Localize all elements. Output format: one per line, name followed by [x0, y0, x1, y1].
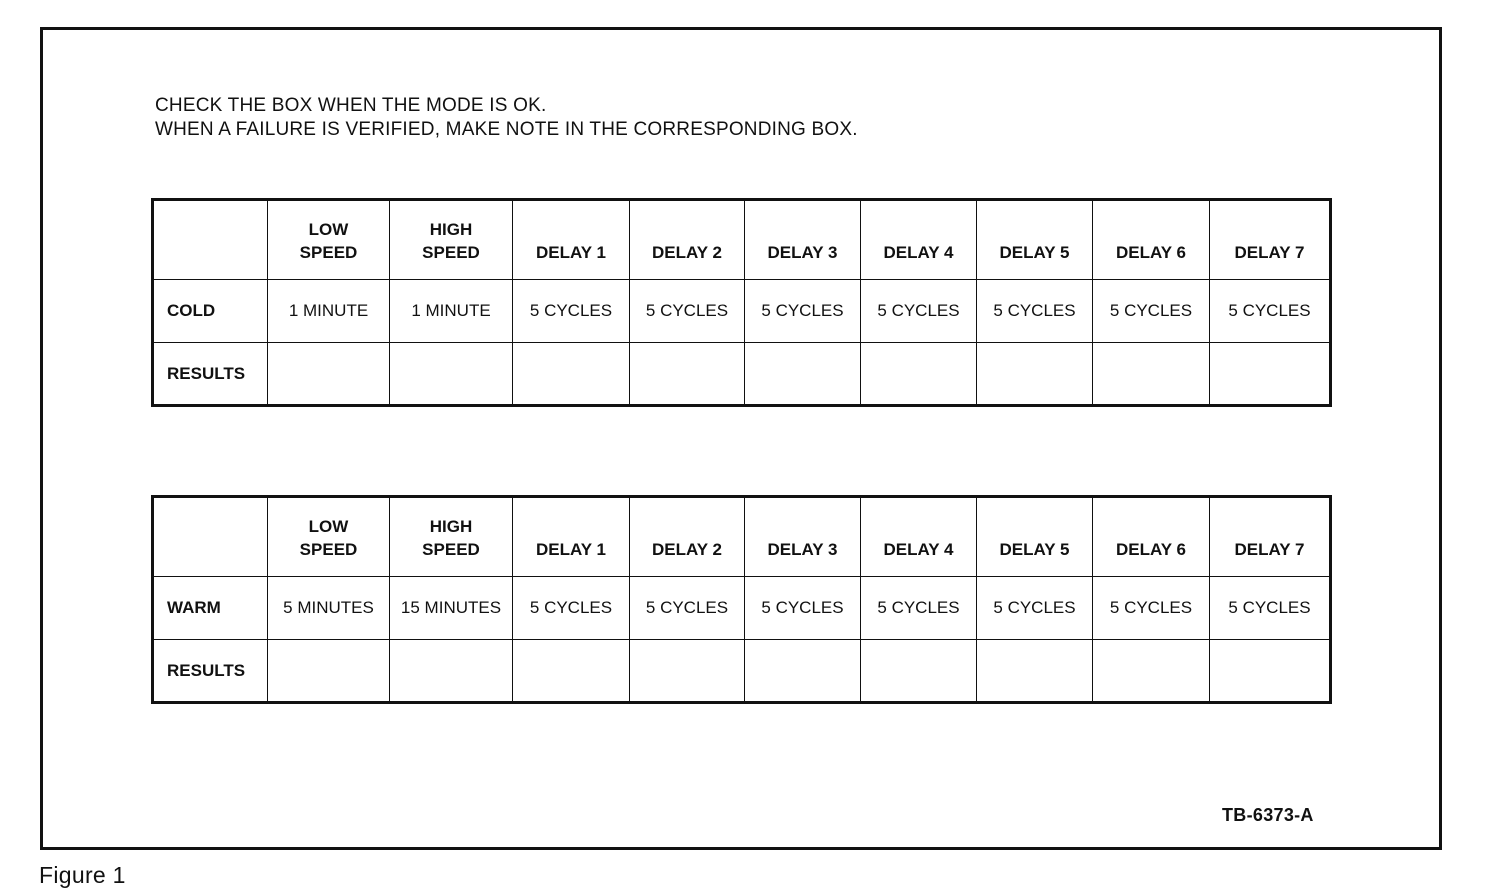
header-cell — [390, 200, 513, 280]
header-cell — [1210, 497, 1331, 577]
cold-test-table — [151, 198, 1332, 407]
result-checkbox-cell[interactable] — [861, 640, 977, 703]
header-line-1: HIGH — [429, 517, 473, 536]
header-cell — [268, 200, 390, 280]
header-line-2: SPEED — [422, 540, 480, 559]
header-cell — [977, 497, 1093, 577]
header-cell — [630, 497, 745, 577]
header-line-2: DELAY 3 — [767, 243, 838, 262]
header-line-1: LOW — [308, 220, 349, 239]
row-label-results: RESULTS — [153, 343, 268, 406]
warm-test-table — [151, 495, 1332, 704]
corner-cell — [153, 200, 268, 280]
duration-cell: 5 CYCLES — [745, 577, 861, 640]
duration-cell: 5 CYCLES — [861, 577, 977, 640]
duration-cell: 5 MINUTES — [268, 577, 390, 640]
header-line-2: SPEED — [422, 243, 480, 262]
result-checkbox-cell[interactable] — [630, 640, 745, 703]
header-line-2: SPEED — [299, 243, 358, 262]
instructions — [155, 94, 858, 142]
header-line-2: DELAY 7 — [1234, 243, 1305, 262]
header-cell — [861, 200, 977, 280]
result-checkbox-cell[interactable] — [513, 343, 630, 406]
duration-cell: 5 CYCLES — [1210, 577, 1331, 640]
header-line-2: DELAY 4 — [883, 540, 954, 559]
row-label-cold: COLD — [153, 280, 268, 343]
result-checkbox-cell[interactable] — [390, 640, 513, 703]
header-line-1: LOW — [308, 517, 349, 536]
header-cell — [1093, 497, 1210, 577]
result-checkbox-cell[interactable] — [268, 343, 390, 406]
duration-cell: 5 CYCLES — [977, 577, 1093, 640]
header-line-2: DELAY 5 — [999, 243, 1070, 262]
duration-cell: 5 CYCLES — [630, 577, 745, 640]
header-cell — [513, 200, 630, 280]
result-checkbox-cell[interactable] — [1093, 640, 1210, 703]
result-checkbox-cell[interactable] — [977, 343, 1093, 406]
header-line-2: DELAY 4 — [883, 243, 954, 262]
figure-caption: Figure 1 — [39, 862, 126, 888]
row-label-warm: WARM — [153, 577, 268, 640]
header-line-2: DELAY 2 — [652, 540, 722, 559]
header-line-2: DELAY 6 — [1116, 243, 1186, 262]
result-checkbox-cell[interactable] — [861, 343, 977, 406]
result-checkbox-cell[interactable] — [1210, 640, 1331, 703]
duration-cell: 5 CYCLES — [861, 280, 977, 343]
figure-frame — [40, 27, 1442, 850]
duration-cell: 5 CYCLES — [1093, 577, 1210, 640]
row-label-results: RESULTS — [153, 640, 268, 703]
result-checkbox-cell[interactable] — [390, 343, 513, 406]
header-cell — [745, 200, 861, 280]
header-cell — [513, 497, 630, 577]
duration-cell: 5 CYCLES — [977, 280, 1093, 343]
header-cell — [390, 497, 513, 577]
header-line-2: DELAY 1 — [536, 540, 606, 559]
corner-cell — [153, 497, 268, 577]
header-cell — [745, 497, 861, 577]
cold-results-row — [153, 343, 1331, 406]
header-cell — [630, 200, 745, 280]
result-checkbox-cell[interactable] — [745, 640, 861, 703]
result-checkbox-cell[interactable] — [745, 343, 861, 406]
duration-cell: 5 CYCLES — [1093, 280, 1210, 343]
header-line-2: DELAY 3 — [767, 540, 838, 559]
header-cell — [1210, 200, 1331, 280]
header-cell — [861, 497, 977, 577]
instruction-line-1: CHECK THE BOX WHEN THE MODE IS OK. — [155, 95, 547, 116]
header-cell — [268, 497, 390, 577]
header-line-2: DELAY 7 — [1234, 540, 1305, 559]
duration-cell: 5 CYCLES — [1210, 280, 1331, 343]
result-checkbox-cell[interactable] — [1093, 343, 1210, 406]
duration-cell: 1 MINUTE — [268, 280, 390, 343]
instruction-line-2: WHEN A FAILURE IS VERIFIED, MAKE NOTE IN THE CORRESPONDING BOX. — [155, 119, 858, 140]
duration-cell: 5 CYCLES — [630, 280, 745, 343]
header-cell — [977, 200, 1093, 280]
duration-cell: 5 CYCLES — [513, 280, 630, 343]
warm-condition-row — [153, 577, 1331, 640]
header-line-1: HIGH — [429, 220, 473, 239]
header-row — [153, 200, 1331, 280]
cold-condition-row — [153, 280, 1331, 343]
header-line-2: DELAY 5 — [999, 540, 1070, 559]
duration-cell: 15 MINUTES — [390, 577, 513, 640]
result-checkbox-cell[interactable] — [977, 640, 1093, 703]
result-checkbox-cell[interactable] — [268, 640, 390, 703]
warm-results-row — [153, 640, 1331, 703]
duration-cell: 5 CYCLES — [513, 577, 630, 640]
result-checkbox-cell[interactable] — [1210, 343, 1331, 406]
result-checkbox-cell[interactable] — [513, 640, 630, 703]
header-line-2: DELAY 1 — [536, 243, 606, 262]
reference-code: TB-6373-A — [1222, 805, 1314, 825]
header-row — [153, 497, 1331, 577]
header-line-2: DELAY 6 — [1116, 540, 1186, 559]
header-cell — [1093, 200, 1210, 280]
duration-cell: 1 MINUTE — [390, 280, 513, 343]
header-line-2: SPEED — [299, 540, 358, 559]
result-checkbox-cell[interactable] — [630, 343, 745, 406]
duration-cell: 5 CYCLES — [745, 280, 861, 343]
header-line-2: DELAY 2 — [652, 243, 722, 262]
